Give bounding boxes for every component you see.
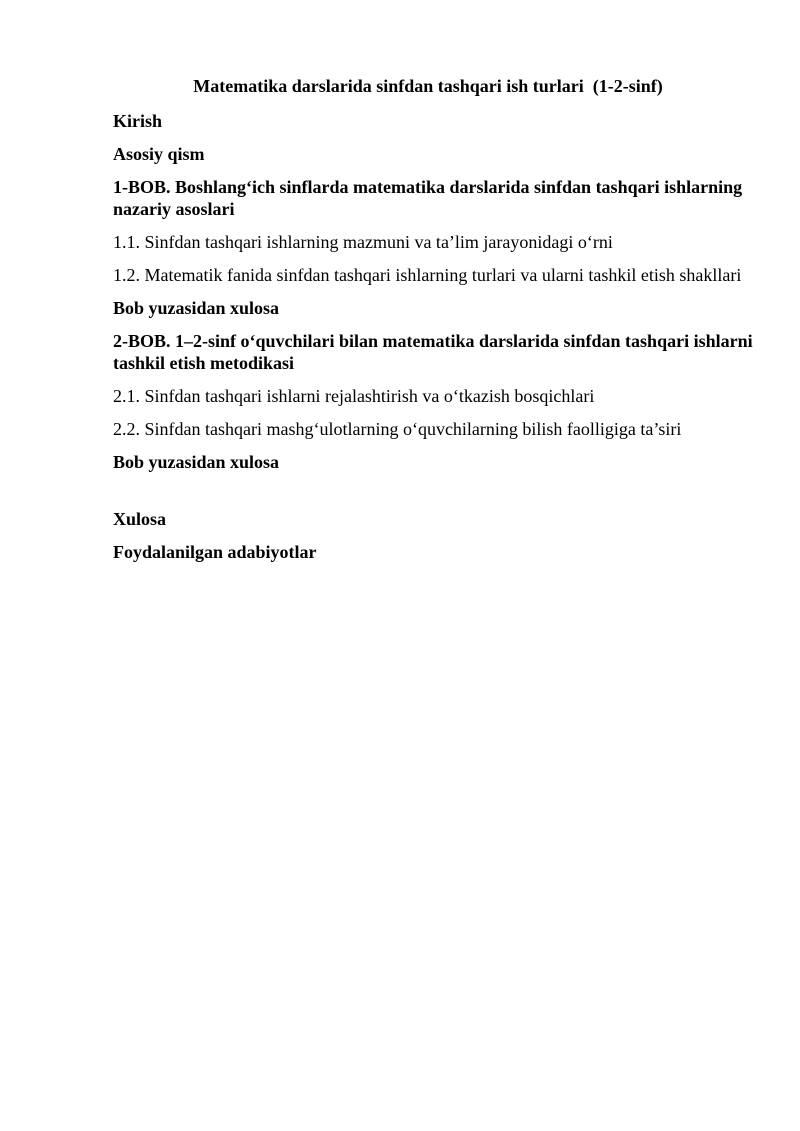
toc-entry-section-2-1: 2.1. Sinfdan tashqari ishlarni rejalashtirish va o‘tkazish bosqichlari xyxy=(113,386,595,406)
toc-entry-section-2-2: 2.2. Sinfdan tashqari mashg‘ulotlarning o‘quvchilarning bilish faolligiga ta’siri xyxy=(113,419,682,439)
table-of-contents xyxy=(113,110,753,574)
toc-entry-main-part: Asosiy qism xyxy=(113,144,205,164)
toc-entry-chapter-2: 2-BOB. 1–2-sinf o‘quvchilari bilan matematika darslarida sinfdan tashqari ishlarni tashkil etish metodikasi xyxy=(113,331,753,373)
document-title: Matematika darslarida sinfdan tashqari ish turlari (1-2-sinf) xyxy=(193,76,663,96)
toc-entry-chapter-1: 1-BOB. Boshlang‘ich sinflarda matematika darslarida sinfdan tashqari ishlarning nazariy asoslari xyxy=(113,177,743,219)
toc-entry-chapter-2-conclusion: Bob yuzasidan xulosa xyxy=(113,452,280,472)
toc-entry-chapter-1-conclusion: Bob yuzasidan xulosa xyxy=(113,298,280,318)
toc-entry-references: Foydalanilgan adabiyotlar xyxy=(113,542,317,562)
toc-entry-section-1-2: 1.2. Matematik fanida sinfdan tashqari ishlarning turlari va ularni tashkil etish shakllari xyxy=(113,265,742,285)
toc-entry-conclusion: Xulosa xyxy=(113,509,167,529)
toc-entry-section-1-1: 1.1. Sinfdan tashqari ishlarning mazmuni va ta’lim jarayonidagi o‘rni xyxy=(113,232,613,252)
toc-entry-introduction: Kirish xyxy=(113,111,163,131)
